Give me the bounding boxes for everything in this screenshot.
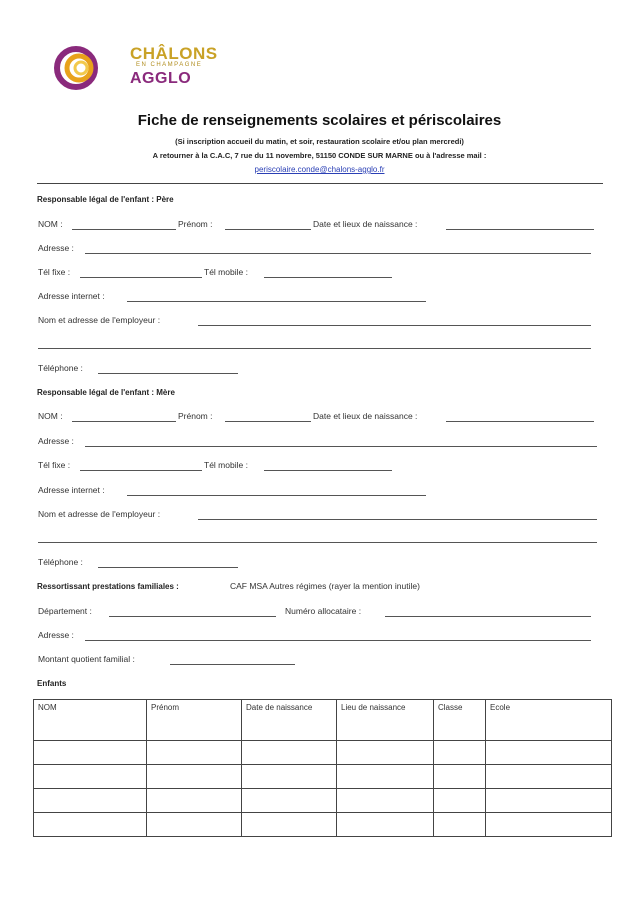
table-cell[interactable] bbox=[147, 789, 242, 813]
mere-telephone-field[interactable] bbox=[98, 567, 238, 568]
return-address: A retourner à la C.A.C, 7 rue du 11 novembre, 51150 CONDE SUR MARNE ou à l'adresse mail : bbox=[152, 151, 487, 160]
table-cell[interactable] bbox=[242, 813, 337, 837]
mere-naissance-field[interactable] bbox=[446, 421, 594, 422]
mere-employeur-field[interactable] bbox=[198, 519, 597, 520]
table-cell[interactable] bbox=[242, 765, 337, 789]
logo-line3: AGGLO bbox=[130, 70, 192, 87]
table-cell[interactable] bbox=[434, 765, 486, 789]
pere-heading: Responsable légal de l'enfant : Père bbox=[37, 195, 174, 204]
departement-field[interactable] bbox=[109, 616, 276, 617]
logo-rings-icon bbox=[52, 42, 102, 92]
pere-prenom-label: Prénom : bbox=[178, 219, 213, 229]
logo-line1: CHÂLONS bbox=[130, 44, 218, 63]
allocataire-label: Numéro allocataire : bbox=[285, 606, 362, 616]
table-cell[interactable] bbox=[434, 813, 486, 837]
col-lieu-naissance: Lieu de naissance bbox=[337, 700, 434, 741]
mere-prenom-field[interactable] bbox=[225, 421, 311, 422]
table-cell[interactable] bbox=[434, 741, 486, 765]
mere-employeur-label: Nom et adresse de l'employeur : bbox=[38, 509, 161, 519]
col-nom: NOM bbox=[34, 700, 147, 741]
table-cell[interactable] bbox=[434, 789, 486, 813]
table-cell[interactable] bbox=[147, 813, 242, 837]
table-cell[interactable] bbox=[242, 741, 337, 765]
table-cell[interactable] bbox=[34, 813, 147, 837]
table-row bbox=[34, 741, 612, 765]
table-cell[interactable] bbox=[147, 765, 242, 789]
table-cell[interactable] bbox=[486, 741, 612, 765]
mere-internet-field[interactable] bbox=[127, 495, 426, 496]
pere-adresse-field[interactable] bbox=[85, 253, 591, 254]
pere-internet-label: Adresse internet : bbox=[38, 291, 105, 301]
prestations-adresse-field[interactable] bbox=[85, 640, 591, 641]
pere-telmobile-field[interactable] bbox=[264, 277, 392, 278]
enfants-table bbox=[33, 699, 612, 837]
mere-adresse-field[interactable] bbox=[85, 446, 597, 447]
table-cell[interactable] bbox=[486, 813, 612, 837]
table-header-row bbox=[34, 700, 612, 741]
pere-telmobile-label: Tél mobile : bbox=[204, 267, 248, 277]
departement-label: Département : bbox=[38, 606, 92, 616]
col-ecole: Ecole bbox=[486, 700, 612, 741]
mere-adresse-label: Adresse : bbox=[38, 436, 74, 446]
mere-nom-field[interactable] bbox=[72, 421, 176, 422]
pere-naissance-label: Date et lieux de naissance : bbox=[313, 219, 418, 229]
mere-telmobile-label: Tél mobile : bbox=[204, 460, 248, 470]
mere-naissance-label: Date et lieux de naissance : bbox=[313, 411, 418, 421]
logo-line2: EN CHAMPAGNE bbox=[136, 62, 203, 68]
table-cell[interactable] bbox=[486, 789, 612, 813]
table-cell[interactable] bbox=[337, 765, 434, 789]
prestations-adresse-label: Adresse : bbox=[38, 630, 74, 640]
pere-employeur-label: Nom et adresse de l'employeur : bbox=[38, 315, 161, 325]
mere-heading: Responsable légal de l'enfant : Mère bbox=[37, 388, 175, 397]
chalons-agglo-logo bbox=[52, 42, 218, 94]
pere-employeur-field[interactable] bbox=[198, 325, 591, 326]
mere-telephone-label: Téléphone : bbox=[38, 557, 83, 567]
pere-internet-field[interactable] bbox=[127, 301, 426, 302]
col-date-naissance: Date de naissance bbox=[242, 700, 337, 741]
table-cell[interactable] bbox=[242, 789, 337, 813]
pere-nom-field[interactable] bbox=[72, 229, 176, 230]
prestations-heading: Ressortissant prestations familiales : bbox=[37, 582, 179, 591]
mere-telfixe-field[interactable] bbox=[80, 470, 202, 471]
prestations-options[interactable]: CAF MSA Autres régimes (rayer la mention inutile) bbox=[230, 581, 420, 591]
table-row bbox=[34, 789, 612, 813]
form-title: Fiche de renseignements scolaires et périscolaires bbox=[137, 112, 502, 129]
mere-telmobile-field[interactable] bbox=[264, 470, 392, 471]
pere-adresse-label: Adresse : bbox=[38, 243, 74, 253]
allocataire-field[interactable] bbox=[385, 616, 591, 617]
table-cell[interactable] bbox=[34, 765, 147, 789]
mere-telfixe-label: Tél fixe : bbox=[38, 460, 71, 470]
pere-telfixe-field[interactable] bbox=[80, 277, 202, 278]
table-row bbox=[34, 765, 612, 789]
table-cell[interactable] bbox=[34, 789, 147, 813]
pere-employeur-field-2[interactable] bbox=[38, 348, 591, 349]
table-cell[interactable] bbox=[337, 789, 434, 813]
col-classe: Classe bbox=[434, 700, 486, 741]
pere-telephone-field[interactable] bbox=[98, 373, 238, 374]
mere-prenom-label: Prénom : bbox=[178, 411, 213, 421]
pere-nom-label: NOM : bbox=[38, 219, 63, 229]
pere-telephone-label: Téléphone : bbox=[38, 363, 83, 373]
table-cell[interactable] bbox=[147, 741, 242, 765]
pere-naissance-field[interactable] bbox=[446, 229, 594, 230]
table-cell[interactable] bbox=[337, 741, 434, 765]
table-cell[interactable] bbox=[486, 765, 612, 789]
quotient-field[interactable] bbox=[170, 664, 295, 665]
mere-employeur-field-2[interactable] bbox=[38, 542, 597, 543]
table-cell[interactable] bbox=[337, 813, 434, 837]
col-prenom: Prénom bbox=[147, 700, 242, 741]
table-row bbox=[34, 813, 612, 837]
mere-nom-label: NOM : bbox=[38, 411, 63, 421]
divider bbox=[37, 183, 603, 184]
email-link[interactable]: periscolaire.conde@chalons-agglo.fr bbox=[254, 165, 385, 174]
form-subtitle: (Si inscription accueil du matin, et soir, restauration scolaire et/ou plan mercredi) bbox=[175, 137, 464, 146]
pere-telfixe-label: Tél fixe : bbox=[38, 267, 71, 277]
table-cell[interactable] bbox=[34, 741, 147, 765]
quotient-label: Montant quotient familial : bbox=[38, 654, 135, 664]
mere-internet-label: Adresse internet : bbox=[38, 485, 105, 495]
enfants-heading: Enfants bbox=[37, 679, 67, 688]
pere-prenom-field[interactable] bbox=[225, 229, 311, 230]
